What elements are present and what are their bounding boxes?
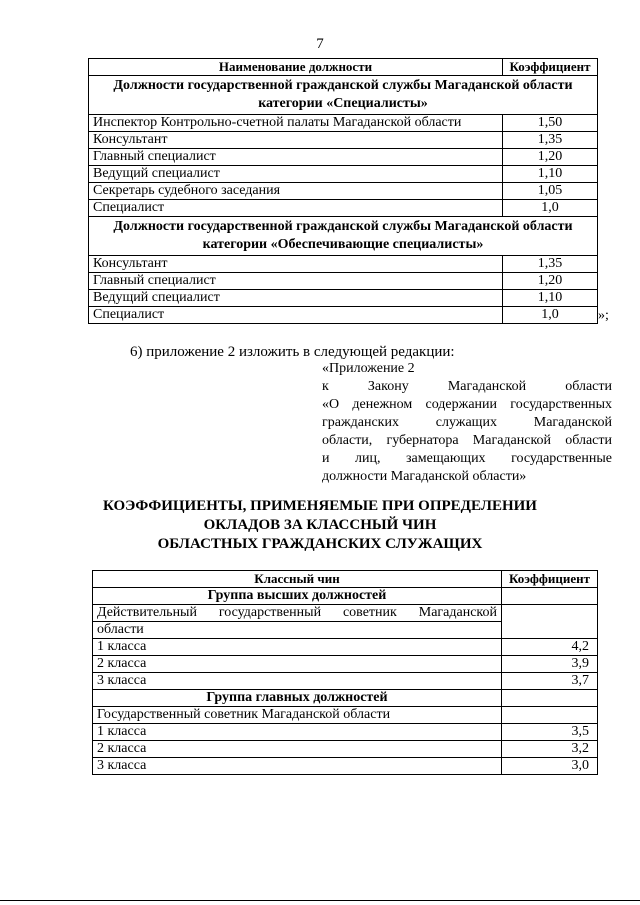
rank-name-continued: области [93,622,502,639]
paragraph-6: 6) приложение 2 изложить в следующей редакции: [130,344,455,360]
empty-cell [502,707,598,724]
table-row [93,605,598,622]
table-header-row [93,571,598,588]
column-header-coefficient: Коэффициент [502,571,598,588]
table-row [93,673,598,690]
position-name: Главный специалист [89,273,503,290]
table-row [89,115,598,132]
rank-class: 2 класса [93,656,502,673]
position-coefficient: 1,05 [503,183,598,200]
column-header-name: Наименование должности [89,59,503,76]
position-coefficient: 1,0 [503,200,598,217]
table-row [89,132,598,149]
position-name: Ведущий специалист [89,166,503,183]
rank-coefficient: 3,2 [502,741,598,758]
group-title-chief: Группа главных должностей [93,690,502,707]
rank-class: 3 класса [93,758,502,775]
table-row [93,741,598,758]
section-title-row [89,217,598,256]
position-coefficient: 1,50 [503,115,598,132]
table-row [93,639,598,656]
section-title-specialists: Должности государственной гражданской службы Магаданской области категории «Специалисты» [89,76,598,115]
page-bottom-rule [0,900,640,901]
rank-name: Государственный советник Магаданской области [93,707,502,724]
table-header-row [89,59,598,76]
page-number: 7 [316,36,324,52]
empty-cell [502,588,598,605]
rank-name: Действительный государственный советник Магаданской [93,605,502,622]
rank-coefficient: 3,7 [502,673,598,690]
position-coefficient: 1,35 [503,256,598,273]
table-row [89,183,598,200]
table-row [89,256,598,273]
column-header-rank: Классный чин [93,571,502,588]
position-coefficient: 1,35 [503,132,598,149]
annex-line: должности Магаданской области» [322,469,527,484]
position-name: Инспектор Контрольно-счетной палаты Магаданской области [89,115,503,132]
annex-line: «Приложение 2 [322,361,415,376]
document-heading [0,497,640,554]
position-name: Специалист [89,200,503,217]
annex-line: к Закону Магаданской области [322,379,612,394]
table-row [89,166,598,183]
table-row [93,656,598,673]
group-title-senior: Группа высших должностей [93,588,502,605]
rank-class: 2 класса [93,741,502,758]
position-name: Консультант [89,256,503,273]
position-coefficient: 1,10 [503,166,598,183]
position-coefficient: 1,0 [503,307,598,324]
heading-line: КОЭФФИЦИЕНТЫ, ПРИМЕНЯЕМЫЕ ПРИ ОПРЕДЕЛЕНИИ [103,498,537,514]
position-coefficient: 1,20 [503,149,598,166]
class-rank-coefficients-table [92,570,598,775]
group-title-row [93,588,598,605]
table-row [93,758,598,775]
group-title-row [93,690,598,707]
rank-coefficient: 3,0 [502,758,598,775]
heading-line: ОКЛАДОВ ЗА КЛАССНЫЙ ЧИН [203,517,437,533]
empty-cell [502,690,598,707]
table-row [93,724,598,741]
rank-class: 3 класса [93,673,502,690]
table-row [89,149,598,166]
rank-coefficient: 3,9 [502,656,598,673]
rank-class: 1 класса [93,639,502,656]
annex-line: «О денежном содержании государственных [322,397,612,412]
rank-coefficient: 3,5 [502,724,598,741]
annex-line: и лиц, замещающих государственные [322,451,612,466]
table-row [89,290,598,307]
rank-class: 1 класса [93,724,502,741]
position-coefficient: 1,10 [503,290,598,307]
empty-cell [502,605,598,639]
position-name: Главный специалист [89,149,503,166]
position-coefficient: 1,20 [503,273,598,290]
position-name: Секретарь судебного заседания [89,183,503,200]
section-title-support-specialists: Должности государственной гражданской службы Магаданской области категории «Обеспечивающие специалисты» [89,217,598,256]
annex-header [322,360,612,486]
annex-line: гражданских служащих Магаданской [322,415,612,430]
table-row [89,200,598,217]
column-header-coefficient: Коэффициент [503,59,598,76]
heading-line: ОБЛАСТНЫХ ГРАЖДАНСКИХ СЛУЖАЩИХ [157,536,483,552]
rank-coefficient: 4,2 [502,639,598,656]
section-title-row [89,76,598,115]
position-coefficients-table [88,58,598,324]
table-row [89,307,598,324]
closing-quote-mark: »; [598,308,609,323]
position-name: Консультант [89,132,503,149]
annex-line: области, губернатора Магаданской области [322,433,612,448]
position-name: Ведущий специалист [89,290,503,307]
table-row [89,273,598,290]
position-name: Специалист [89,307,503,324]
table-row [93,707,598,724]
